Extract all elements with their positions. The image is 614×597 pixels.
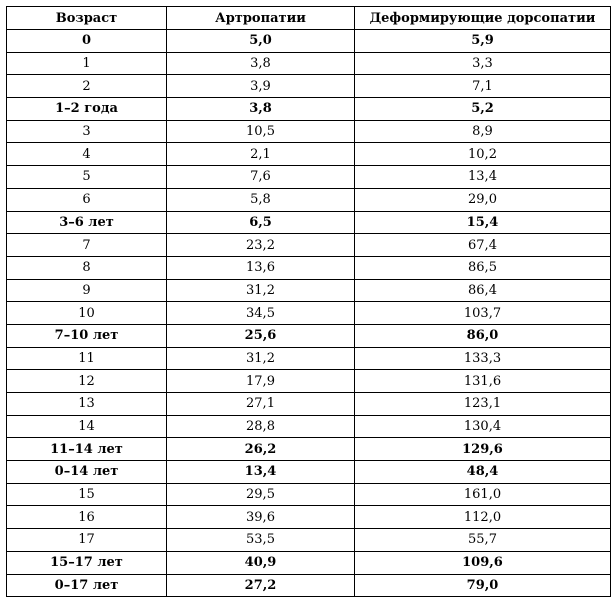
- table-body: [7, 30, 611, 597]
- dorsopathies-cell: 13,4: [355, 166, 611, 189]
- table-row: [7, 324, 611, 347]
- age-cell: 1: [7, 52, 167, 75]
- arthropathies-cell: 53,5: [167, 529, 355, 552]
- table-row: [7, 461, 611, 484]
- age-cell: 4: [7, 143, 167, 166]
- table-row: [7, 256, 611, 279]
- age-cell: 15: [7, 483, 167, 506]
- arthropathies-cell: 7,6: [167, 166, 355, 189]
- dorsopathies-cell: 123,1: [355, 393, 611, 416]
- table-header-row: [7, 7, 611, 30]
- age-cell: 8: [7, 256, 167, 279]
- arthropathies-cell: 27,1: [167, 393, 355, 416]
- table-row: [7, 166, 611, 189]
- arthropathies-cell: 5,8: [167, 188, 355, 211]
- arthropathies-cell: 3,8: [167, 98, 355, 121]
- table-row: [7, 52, 611, 75]
- dorsopathies-cell: 130,4: [355, 415, 611, 438]
- age-cell: 0–14 лет: [7, 461, 167, 484]
- dorsopathies-cell: 112,0: [355, 506, 611, 529]
- arthropathies-cell: 3,9: [167, 75, 355, 98]
- age-cell: 9: [7, 279, 167, 302]
- age-cell: 6: [7, 188, 167, 211]
- dorsopathies-cell: 161,0: [355, 483, 611, 506]
- dorsopathies-cell: 10,2: [355, 143, 611, 166]
- arthropathies-cell: 34,5: [167, 302, 355, 325]
- table-row: [7, 551, 611, 574]
- table-row: [7, 143, 611, 166]
- dorsopathies-cell: 86,5: [355, 256, 611, 279]
- dorsopathies-cell: 8,9: [355, 120, 611, 143]
- table-row: [7, 506, 611, 529]
- table-row: [7, 483, 611, 506]
- dorsopathies-cell: 133,3: [355, 347, 611, 370]
- dorsopathies-cell: 15,4: [355, 211, 611, 234]
- header-dorsopathies: Деформирующие дорсопатии: [355, 7, 611, 30]
- dorsopathies-cell: 86,0: [355, 324, 611, 347]
- header-arthropathies: Артропатии: [167, 7, 355, 30]
- table-row: [7, 30, 611, 53]
- age-cell: 13: [7, 393, 167, 416]
- table-row: [7, 188, 611, 211]
- table-row: [7, 120, 611, 143]
- data-table-container: [6, 6, 610, 597]
- arthropathies-cell: 13,6: [167, 256, 355, 279]
- table-row: [7, 98, 611, 121]
- dorsopathies-cell: 86,4: [355, 279, 611, 302]
- arthropathies-cell: 31,2: [167, 347, 355, 370]
- age-cell: 11: [7, 347, 167, 370]
- dorsopathies-cell: 103,7: [355, 302, 611, 325]
- dorsopathies-cell: 5,2: [355, 98, 611, 121]
- arthropathies-cell: 13,4: [167, 461, 355, 484]
- morbidity-table: [6, 6, 611, 597]
- arthropathies-cell: 40,9: [167, 551, 355, 574]
- dorsopathies-cell: 109,6: [355, 551, 611, 574]
- arthropathies-cell: 23,2: [167, 234, 355, 257]
- header-age: Возраст: [7, 7, 167, 30]
- arthropathies-cell: 27,2: [167, 574, 355, 597]
- table-row: [7, 393, 611, 416]
- dorsopathies-cell: 7,1: [355, 75, 611, 98]
- dorsopathies-cell: 29,0: [355, 188, 611, 211]
- age-cell: 0–17 лет: [7, 574, 167, 597]
- table-row: [7, 438, 611, 461]
- age-cell: 7–10 лет: [7, 324, 167, 347]
- table-row: [7, 302, 611, 325]
- age-cell: 12: [7, 370, 167, 393]
- table-row: [7, 279, 611, 302]
- arthropathies-cell: 31,2: [167, 279, 355, 302]
- age-cell: 0: [7, 30, 167, 53]
- dorsopathies-cell: 3,3: [355, 52, 611, 75]
- arthropathies-cell: 5,0: [167, 30, 355, 53]
- age-cell: 11–14 лет: [7, 438, 167, 461]
- table-row: [7, 415, 611, 438]
- table-row: [7, 347, 611, 370]
- arthropathies-cell: 2,1: [167, 143, 355, 166]
- age-cell: 14: [7, 415, 167, 438]
- arthropathies-cell: 17,9: [167, 370, 355, 393]
- arthropathies-cell: 26,2: [167, 438, 355, 461]
- dorsopathies-cell: 48,4: [355, 461, 611, 484]
- table-row: [7, 574, 611, 597]
- table-row: [7, 234, 611, 257]
- age-cell: 3: [7, 120, 167, 143]
- table-row: [7, 370, 611, 393]
- dorsopathies-cell: 67,4: [355, 234, 611, 257]
- age-cell: 16: [7, 506, 167, 529]
- arthropathies-cell: 6,5: [167, 211, 355, 234]
- age-cell: 2: [7, 75, 167, 98]
- table-row: [7, 529, 611, 552]
- table-row: [7, 211, 611, 234]
- age-cell: 17: [7, 529, 167, 552]
- age-cell: 5: [7, 166, 167, 189]
- arthropathies-cell: 39,6: [167, 506, 355, 529]
- age-cell: 3–6 лет: [7, 211, 167, 234]
- dorsopathies-cell: 131,6: [355, 370, 611, 393]
- dorsopathies-cell: 5,9: [355, 30, 611, 53]
- arthropathies-cell: 3,8: [167, 52, 355, 75]
- age-cell: 1–2 года: [7, 98, 167, 121]
- dorsopathies-cell: 79,0: [355, 574, 611, 597]
- table-row: [7, 75, 611, 98]
- age-cell: 10: [7, 302, 167, 325]
- age-cell: 7: [7, 234, 167, 257]
- arthropathies-cell: 28,8: [167, 415, 355, 438]
- arthropathies-cell: 29,5: [167, 483, 355, 506]
- arthropathies-cell: 10,5: [167, 120, 355, 143]
- arthropathies-cell: 25,6: [167, 324, 355, 347]
- dorsopathies-cell: 129,6: [355, 438, 611, 461]
- age-cell: 15–17 лет: [7, 551, 167, 574]
- dorsopathies-cell: 55,7: [355, 529, 611, 552]
